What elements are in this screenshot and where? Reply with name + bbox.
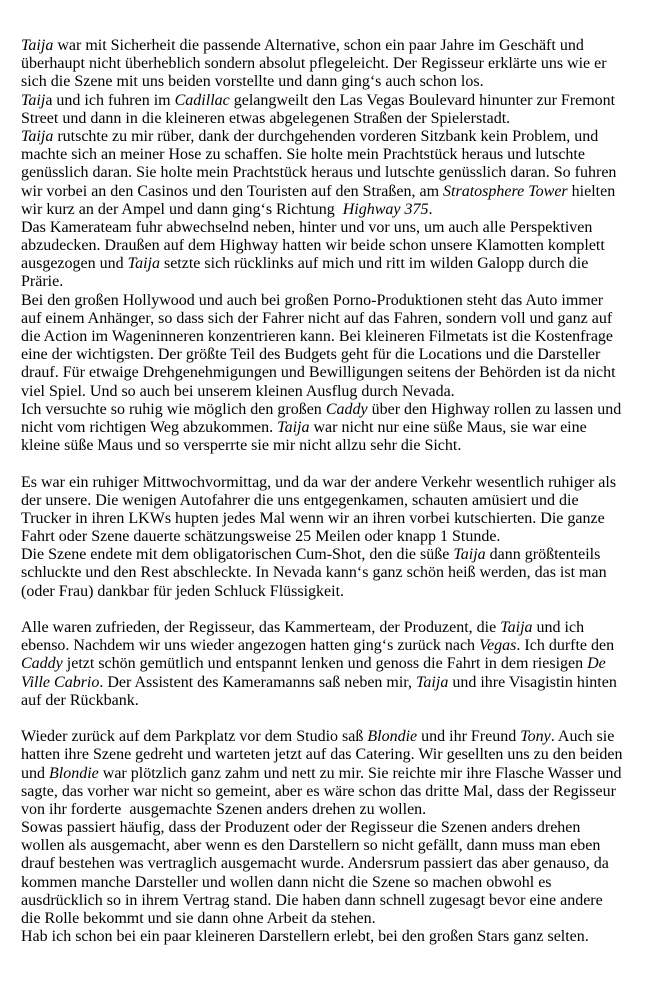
text-run-italic: Stratosphere Tower <box>443 182 568 200</box>
text-run-italic: Taija <box>127 255 160 273</box>
text-line <box>21 164 638 182</box>
text-run: . Auch sie <box>550 728 615 746</box>
text-line <box>21 583 638 601</box>
text-run-italic: Taija <box>453 546 486 564</box>
text-run: eine der wichtigsten. Der größte Teil des Budgets geht für die Locations und die Darsteller <box>21 346 601 364</box>
text-run: ausdrücklich so in ihrem Vertrag stand. Die haben dann schnell zugesagt bevor eine andere <box>21 891 603 909</box>
text-run: war nicht nur eine süße Maus, sie war eine <box>309 418 587 436</box>
text-line <box>21 273 638 291</box>
text-line <box>21 910 638 928</box>
text-run-italic: Taija <box>277 418 310 436</box>
text-run: ausgezogen und <box>21 255 128 273</box>
document-text-body <box>21 37 638 946</box>
text-run: hielten <box>567 182 616 200</box>
text-line <box>21 546 638 564</box>
text-run-italic: Blondie <box>367 728 418 746</box>
text-run: . Ich durfte den <box>516 637 615 655</box>
text-run: . Der Assistent des Kameramanns saß neben mir, <box>99 673 416 691</box>
text-run-italic: Caddy <box>21 655 63 673</box>
text-run: und <box>21 764 49 782</box>
text-line <box>21 255 638 273</box>
text-line <box>21 346 638 364</box>
text-line <box>21 128 638 146</box>
text-run-italic: Taij <box>21 91 46 109</box>
text-run: der unsere. Die wenigen Autofahrer die uns entgegenkamen, schauten amüsiert und die <box>21 491 579 509</box>
text-run: . <box>428 200 433 218</box>
text-run: auf der Rückbank. <box>21 691 139 709</box>
text-line <box>21 819 638 837</box>
text-run: sich die Szene mit uns beiden vorstellte und dann ging‘s auch schon los. <box>21 73 484 91</box>
text-line <box>21 73 638 91</box>
text-run-italic: Tony <box>520 728 551 746</box>
text-line <box>21 201 638 219</box>
text-run: Trucker in ihren LKWs hupten jedes Mal wenn wir an ihren vorbei kutschierten. Die ganze <box>21 509 605 527</box>
text-line <box>21 401 638 419</box>
text-line <box>21 474 638 492</box>
text-run-italic: De <box>587 655 606 673</box>
text-line <box>21 674 638 692</box>
text-run: hatten ihre Szene gedreht und warteten jetzt auf das Catering. Wir gesellten uns zu den beiden <box>21 746 623 764</box>
text-run: Fahrt oder Szene dauerte schätzungsweise 25 Meilen oder knapp 1 Stunde. <box>21 528 501 546</box>
paragraph-block-2 <box>21 474 638 601</box>
text-run: über den Highway rollen zu lassen und <box>367 400 622 418</box>
text-run: sagte, das vorher war nicht so gemeint, aber es wäre schon das dritte Mal, dass der Regisseur <box>21 782 616 800</box>
text-run: drauf bestehen was vertraglich ausgemacht wurde. Andersrum passiert das aber genauso, da <box>21 855 609 873</box>
text-run: Alle waren zufrieden, der Regisseur, das Kammerteam, der Produzent, die <box>21 619 501 636</box>
text-run: wollen als ausgemacht, aber wenn es den Darstellern so nicht gefällt, dann muss man eben <box>21 837 601 855</box>
text-run: machte sich an meiner Hose zu schaffen. Sie holte mein Prachtstück heraus und lutschte <box>21 146 585 164</box>
text-line <box>21 328 638 346</box>
text-run: abzudecken. Draußen auf dem Highway hatten wir beide schon unsere Klamotten komplett <box>21 237 605 255</box>
text-line <box>21 510 638 528</box>
text-run: nicht vom richtigen Weg abzukommen. <box>21 418 278 436</box>
text-line <box>21 219 638 237</box>
text-line <box>21 146 638 164</box>
text-run: genüsslich daran. Sie holte mein Prachtstück heraus und lutschte genüsslich daran. So fuhren <box>21 164 617 182</box>
text-run: Ich versuchte so ruhig wie möglich den großen <box>21 400 326 418</box>
text-run: Prärie. <box>21 273 64 291</box>
text-run: kleine süße Maus und so versperrte sie mir nicht allzu sehr die Sicht. <box>21 437 462 455</box>
paragraph-block-4 <box>21 728 638 946</box>
text-line <box>21 528 638 546</box>
text-line <box>21 92 638 110</box>
text-run: drauf. Für etwaige Drehgenehmigungen und Bewilligungen seitens der Behörden ist da nicht <box>21 364 616 382</box>
text-run: ebenso. Nachdem wir uns wieder angezogen hatten ging‘s zurück nach <box>21 637 480 655</box>
text-run: rutschte zu mir rüber, dank der durchgehenden vorderen Sitzbank kein Problem, und <box>53 127 599 145</box>
text-run: die Action im Wageninneren konzentrieren kann. Bei kleineren Filmetats ist die Kostenfrage <box>21 328 614 345</box>
text-line <box>21 855 638 873</box>
text-run: Die Szene endete mit dem obligatorischen Cum-Shot, den die süße <box>21 546 454 564</box>
text-run: war mit Sicherheit die passende Alternative, schon ein paar Jahre im Geschäft und <box>53 37 584 54</box>
text-run-italic: Blondie <box>49 764 99 782</box>
text-line <box>21 801 638 819</box>
text-line <box>21 383 638 401</box>
text-run-italic: Taija <box>21 37 54 54</box>
text-line <box>21 183 638 201</box>
text-line <box>21 55 638 73</box>
text-line <box>21 874 638 892</box>
text-run: kommen manche Darsteller und wollen dann nicht die Szene so machen obwohl es <box>21 873 552 891</box>
text-run-italic: Highway 375 <box>342 200 429 218</box>
text-run: war plötzlich ganz zahm und nett zu mir. Sie reichte mir ihre Flasche Wasser und <box>98 764 622 782</box>
text-run: (oder Frau) dankbar für jeden Schluck Flüssigkeit. <box>21 582 345 600</box>
text-run-italic: Caddy <box>325 400 368 418</box>
text-line <box>21 655 638 673</box>
text-run: schluckte und den Rest abschleckte. In Nevada kann‘s ganz schön heiß werden, das ist man <box>21 564 607 582</box>
text-run: Es war ein ruhiger Mittwochvormittag, und da war der andere Verkehr wesentlich ruhiger als <box>21 473 617 491</box>
text-line <box>21 728 638 746</box>
text-line <box>21 492 638 510</box>
text-line <box>21 765 638 783</box>
text-run: dann größtenteils <box>485 546 601 564</box>
text-run: und ihr Freund <box>417 728 521 746</box>
text-run: Hab ich schon bei ein paar kleineren Darstellern erlebt, bei den großen Stars ganz selten. <box>21 928 589 946</box>
text-line <box>21 237 638 255</box>
text-run-italic: Taija <box>416 673 449 691</box>
text-line <box>21 564 638 582</box>
text-run-italic: Taija <box>500 619 533 636</box>
text-line <box>21 364 638 382</box>
text-line <box>21 746 638 764</box>
text-run: die Rolle bekommt und sie dann ohne Arbeit da stehen. <box>21 910 376 927</box>
text-run: Sowas passiert häufig, dass der Produzent oder der Regisseur die Szenen anders drehen <box>21 819 581 837</box>
text-run: und ich <box>532 619 585 636</box>
text-line <box>21 437 638 455</box>
text-run: Bei den großen Hollywood und auch bei großen Porno-Produktionen steht das Auto immer <box>21 291 604 309</box>
text-run: Street und dann in die kleineren etwas abgelegenen Straßen der Spielerstadt. <box>21 109 511 127</box>
text-run: und ihre Visagistin hinten <box>448 673 617 691</box>
text-run: wir vorbei an den Casinos und den Touristen auf den Straßen, am <box>21 182 444 200</box>
text-line <box>21 419 638 437</box>
text-line <box>21 892 638 910</box>
text-run: wir kurz an der Ampel und dann ging‘s Richtung <box>21 200 343 218</box>
text-run: Wieder zurück auf dem Parkplatz vor dem Studio saß <box>21 728 368 746</box>
text-run-italic: Cadillac <box>174 91 230 109</box>
paragraph-block-1 <box>21 37 638 455</box>
text-run: a und ich fuhren im <box>45 91 175 109</box>
text-run: auf einem Anhänger, so dass sich der Fahrer nicht auf das Fahren, sondern voll und ganz auf <box>21 309 613 327</box>
text-line <box>21 928 638 946</box>
text-run: setzte sich rücklinks auf mich und ritt im wilden Galopp durch die <box>159 255 589 273</box>
text-line <box>21 783 638 801</box>
text-line <box>21 37 638 55</box>
text-run: gelangweilt den Las Vegas Boulevard hinunter zur Fremont <box>229 91 616 109</box>
text-run: Das Kamerateam fuhr abwechselnd neben, hinter und vor uns, um auch alle Perspektiven <box>21 218 593 236</box>
paragraph-block-3 <box>21 619 638 710</box>
text-run-italic: Vegas <box>479 637 517 655</box>
text-run: überhaupt nicht überheblich sondern absolut pflegeleicht. Der Regisseur erklärte uns wie er <box>21 55 607 73</box>
text-line <box>21 692 638 710</box>
text-line <box>21 292 638 310</box>
text-line <box>21 619 638 637</box>
text-run-italic: Taija <box>21 127 54 145</box>
text-run: von ihr forderte ausgemachte Szenen anders drehen zu wollen. <box>21 800 427 818</box>
text-line <box>21 837 638 855</box>
text-run-italic: Ville Cabrio <box>21 673 100 691</box>
text-run: viel Spiel. Und so auch bei unserem kleinen Ausflug durch Nevada. <box>21 382 455 400</box>
text-line <box>21 637 638 655</box>
text-line <box>21 110 638 128</box>
text-line <box>21 310 638 328</box>
text-run: jetzt schön gemütlich und entspannt lenken und genoss die Fahrt in dem riesigen <box>62 655 588 673</box>
